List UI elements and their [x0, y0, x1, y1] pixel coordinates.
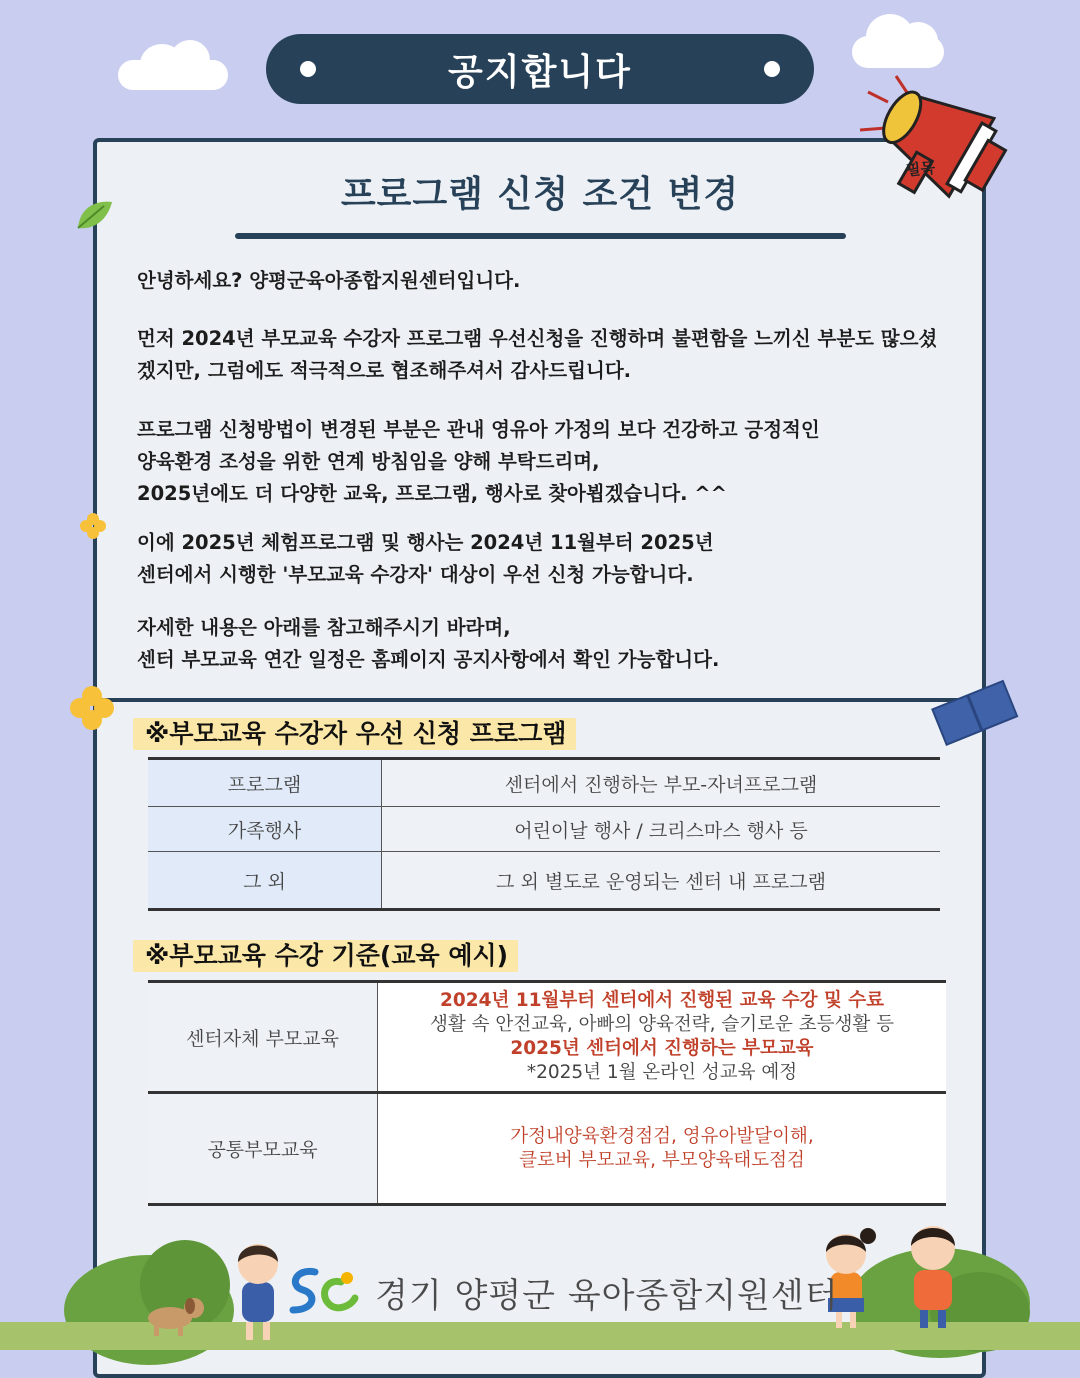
table-row	[148, 982, 946, 1093]
criteria-section-heading: ※부모교육 수강 기준(교육 예시)	[133, 940, 518, 972]
org-name: 경기 양평군 육아종합지원센터	[375, 1275, 839, 1316]
table-row	[148, 759, 940, 807]
megaphone-label: 필독	[905, 158, 936, 180]
table-value-cell	[378, 1093, 947, 1205]
paragraph-eligibility	[137, 527, 942, 591]
cloud-left	[118, 40, 228, 90]
table-key-cell: 가족행사	[148, 807, 382, 852]
table-key-cell: 센터자체 부모교육	[148, 982, 378, 1093]
paragraph-policy-line: 2025년에도 더 다양한 교육, 프로그램, 행사로 찾아뵙겠습니다. ^^	[137, 482, 727, 505]
table-key-cell: 공통부모교육	[148, 1093, 378, 1205]
table-value-cell: 그 외 별도로 운영되는 센터 내 프로그램	[382, 852, 941, 910]
table-key-cell: 그 외	[148, 852, 382, 910]
paragraph-eligibility-line: 이에 2025년 체험프로그램 및 행사는 2024년 11월부터 2025년	[137, 531, 714, 554]
banner-title: 공지합니다	[448, 51, 632, 93]
child-boy-icon	[222, 1234, 294, 1344]
paragraph-policy-line: 프로그램 신청방법이 변경된 부분은 관내 영유아 가정의 보다 건강하고 긍정적인	[137, 418, 820, 441]
card-divider	[97, 698, 982, 702]
org-logo-icon	[285, 1264, 361, 1320]
paragraph-policy	[137, 414, 942, 510]
paragraph-policy-line: 양육환경 조성을 위한 연계 방침임을 양해 부탁드리며,	[137, 450, 600, 473]
banner-dot-left	[300, 61, 316, 77]
table-value-cell	[378, 982, 947, 1093]
criteria-highlight-line: 클로버 부모교육, 부모양육태도점검	[519, 1149, 805, 1171]
table-row	[148, 852, 940, 910]
priority-table	[148, 757, 940, 911]
table-key-cell: 프로그램	[148, 759, 382, 807]
criteria-table	[148, 980, 946, 1206]
paragraph-details-line: 자세한 내용은 아래를 참고해주시기 바라며,	[137, 616, 511, 639]
book-icon	[928, 676, 1020, 746]
title-underline	[235, 233, 846, 239]
org-logo	[285, 1264, 839, 1320]
table-value-cell: 어린이날 행사 / 크리스마스 행사 등	[382, 807, 941, 852]
banner-dot-right	[764, 61, 780, 77]
priority-section-heading: ※부모교육 수강자 우선 신청 프로그램	[133, 718, 576, 750]
dog-icon	[140, 1288, 210, 1338]
flower-icon-small	[80, 513, 106, 539]
table-row	[148, 807, 940, 852]
greeting-text: 안녕하세요? 양평군육아종합지원센터입니다.	[137, 269, 521, 292]
table-value-cell: 센터에서 진행하는 부모-자녀프로그램	[382, 759, 941, 807]
child-boy-orange-icon	[890, 1214, 976, 1334]
paragraph-eligibility-line: 센터에서 시행한 '부모교육 수강자' 대상이 우선 신청 가능합니다.	[137, 563, 694, 586]
criteria-highlight-line: 2024년 11월부터 센터에서 진행된 교육 수강 및 수료	[440, 990, 884, 1011]
notice-banner	[266, 34, 814, 104]
paragraph-thanks: 먼저 2024년 부모교육 수강자 프로그램 우선신청을 진행하며 불편함을 느끼신 부분도 많으셨겠지만, 그럼에도 적극적으로 협조해주셔서 감사드립니다.	[137, 327, 938, 382]
criteria-highlight-line: 가정내양육환경점검, 영유아발달이해,	[510, 1125, 814, 1147]
notice-title: 프로그램 신청 조건 변경	[340, 174, 740, 215]
flower-icon-large	[70, 686, 114, 730]
table-row	[148, 1093, 946, 1205]
paragraph-details-line: 센터 부모교육 연간 일정은 홈페이지 공지사항에서 확인 가능합니다.	[137, 648, 720, 671]
criteria-note-line: *2025년 1월 온라인 성교육 예정	[526, 1062, 798, 1083]
paragraph-details	[137, 612, 942, 676]
criteria-highlight-line: 2025년 센터에서 진행하는 부모교육	[510, 1038, 814, 1059]
criteria-example-line: 생활 속 안전교육, 아빠의 양육전략, 슬기로운 초등생활 등	[430, 1014, 894, 1035]
